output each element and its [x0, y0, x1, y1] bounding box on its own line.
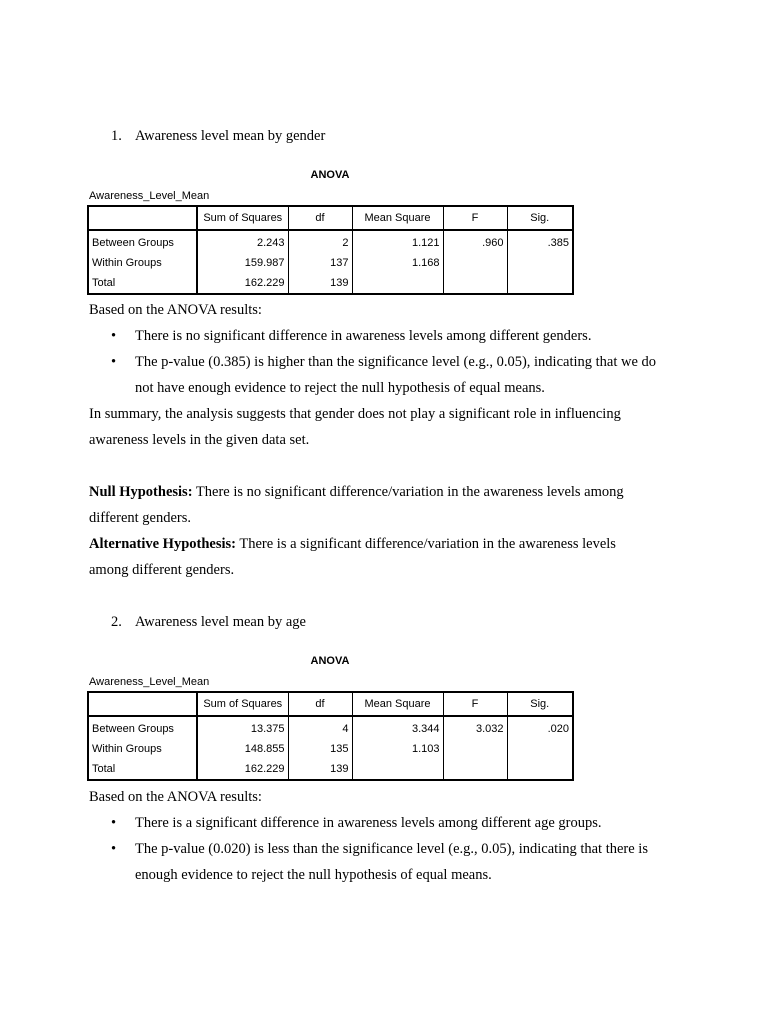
bullet-text: The p-value (0.020) is less than the significance level (e.g., 0.05), indicating that there is enough evidence to reject the null hypothesis of equal means.: [135, 841, 648, 883]
cell-sum-of-squares: 148.855: [197, 739, 288, 759]
alternative-hypothesis-label: Alternative Hypothesis:: [89, 536, 236, 552]
table-row: [88, 273, 573, 294]
header-mean-square: Mean Square: [352, 206, 443, 230]
cell-df: 139: [288, 273, 352, 294]
row-label: Within Groups: [88, 253, 197, 273]
header-sum-of-squares: Sum of Squares: [197, 692, 288, 716]
cell-sum-of-squares: 162.229: [197, 273, 288, 294]
section-2-anova-title: ANOVA: [310, 655, 350, 667]
cell-sum-of-squares: 13.375: [197, 716, 288, 739]
header-sig: Sig.: [507, 692, 573, 716]
cell-mean-square: 1.103: [352, 739, 443, 759]
cell-mean-square: 1.121: [352, 230, 443, 253]
bullet-text: There is no significant difference in awareness levels among different genders.: [135, 328, 592, 344]
bullet-glyph: •: [111, 841, 117, 857]
cell-sum-of-squares: 159.987: [197, 253, 288, 273]
table-row: [88, 230, 573, 253]
cell-mean-square: 1.168: [352, 253, 443, 273]
null-hypothesis: [89, 479, 664, 531]
bullet-text: There is a significant difference in awareness levels among different age groups.: [135, 815, 602, 831]
section-2-number: 2.: [111, 614, 122, 630]
header-df: df: [288, 692, 352, 716]
cell-sig: [507, 253, 573, 273]
section-2-heading-text: Awareness level mean by age: [135, 614, 306, 630]
section-2-variable-label: Awareness_Level_Mean: [89, 676, 210, 688]
section-2-anova-table: [87, 691, 574, 781]
cell-mean-square: [352, 759, 443, 780]
section-2-results-text: [89, 784, 689, 888]
header-mean-square: Mean Square: [352, 692, 443, 716]
section-1-variable-label: Awareness_Level_Mean: [89, 190, 210, 202]
table-row: [88, 739, 573, 759]
cell-sig: [507, 739, 573, 759]
header-df: df: [288, 206, 352, 230]
row-label: Total: [88, 759, 197, 780]
header-f: F: [443, 692, 507, 716]
cell-f: 3.032: [443, 716, 507, 739]
cell-sig: .020: [507, 716, 573, 739]
alternative-hypothesis-text: There is a significant difference/variation in the awareness levels among different genders.: [89, 536, 616, 578]
row-label: Between Groups: [88, 716, 197, 739]
cell-sig: [507, 273, 573, 294]
cell-df: 137: [288, 253, 352, 273]
table-header-row: [88, 206, 573, 230]
cell-df: 2: [288, 230, 352, 253]
table-row: [88, 716, 573, 739]
table-row: [88, 759, 573, 780]
cell-mean-square: 3.344: [352, 716, 443, 739]
section-1-intro: Based on the ANOVA results:: [89, 302, 262, 318]
section-1-anova-table: [87, 205, 574, 295]
cell-df: 4: [288, 716, 352, 739]
header-f: F: [443, 206, 507, 230]
cell-f: [443, 739, 507, 759]
section-2-intro: Based on the ANOVA results:: [89, 789, 262, 805]
cell-sum-of-squares: 2.243: [197, 230, 288, 253]
section-1-bullet-list: [89, 323, 689, 401]
null-hypothesis-text: There is no significant difference/variation in the awareness levels among different genders.: [89, 484, 624, 526]
row-label: Between Groups: [88, 230, 197, 253]
section-1-results-text: [89, 297, 689, 453]
section-1-hypotheses: [89, 479, 664, 583]
cell-sum-of-squares: 162.229: [197, 759, 288, 780]
table-header-row: [88, 692, 573, 716]
section-2-heading: [111, 613, 306, 631]
bullet-glyph: •: [111, 328, 117, 344]
list-item: [89, 810, 689, 836]
section-1-summary: In summary, the analysis suggests that gender does not play a significant role in influencing awareness levels in the given data set.: [89, 406, 621, 448]
list-item: [89, 836, 689, 888]
cell-f: [443, 273, 507, 294]
list-item: [89, 323, 689, 349]
cell-f: [443, 759, 507, 780]
null-hypothesis-label: Null Hypothesis:: [89, 484, 193, 500]
cell-df: 139: [288, 759, 352, 780]
row-label: Total: [88, 273, 197, 294]
header-sig: Sig.: [507, 206, 573, 230]
list-item: [89, 349, 689, 401]
section-1-heading: [111, 127, 325, 145]
cell-sig: .385: [507, 230, 573, 253]
bullet-text: The p-value (0.385) is higher than the significance level (e.g., 0.05), indicating that we do not have enough evidence to reject the null hypothesis of equal means.: [135, 354, 657, 396]
section-1-number: 1.: [111, 128, 122, 144]
section-2-bullet-list: [89, 810, 689, 888]
cell-f: [443, 253, 507, 273]
bullet-glyph: •: [111, 354, 117, 370]
header-sum-of-squares: Sum of Squares: [197, 206, 288, 230]
header-blank-cell: [88, 692, 197, 716]
section-1-anova-title: ANOVA: [310, 169, 350, 181]
cell-sig: [507, 759, 573, 780]
cell-mean-square: [352, 273, 443, 294]
alternative-hypothesis: [89, 531, 644, 583]
cell-f: .960: [443, 230, 507, 253]
row-label: Within Groups: [88, 739, 197, 759]
section-1-heading-text: Awareness level mean by gender: [135, 128, 326, 144]
bullet-glyph: •: [111, 815, 117, 831]
table-row: [88, 253, 573, 273]
cell-df: 135: [288, 739, 352, 759]
header-blank-cell: [88, 206, 197, 230]
